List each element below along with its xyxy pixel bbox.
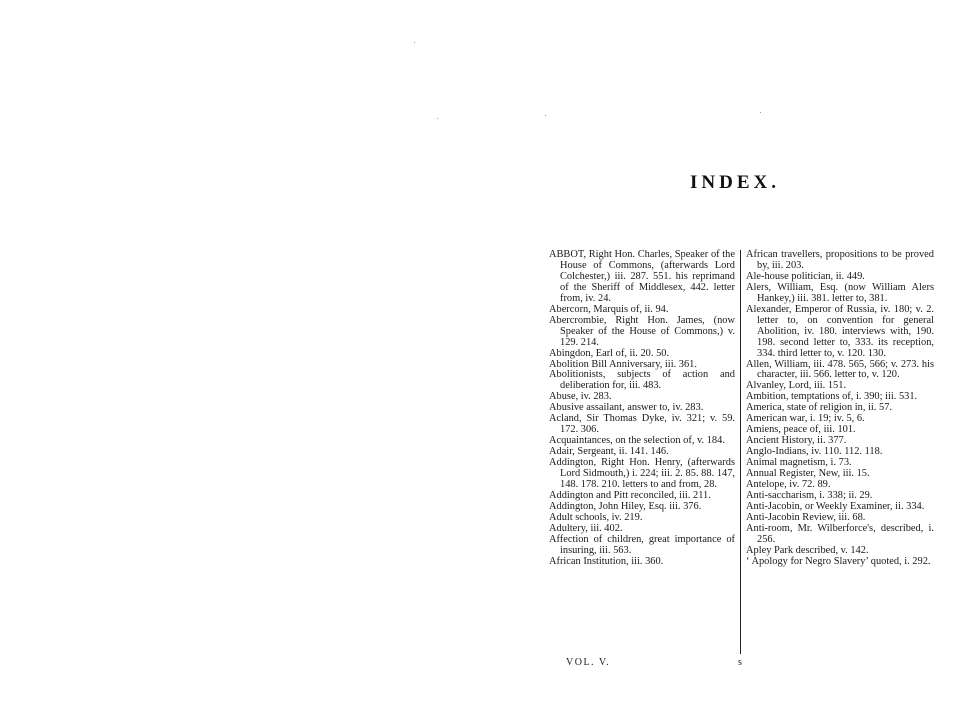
index-entry: Anti-Jacobin, or Weekly Examiner, ii. 334. xyxy=(746,500,925,512)
index-entry: Amiens, peace of, iii. 101. xyxy=(746,424,856,436)
index-entry: African travellers, propositions to be proved by, iii. 203. xyxy=(746,249,934,271)
footer-volume: VOL. V. xyxy=(566,657,611,668)
index-entry: Anti-saccharism, i. 338; ii. 29. xyxy=(746,489,873,501)
index-entry: Ambition, temptations of, i. 390; iii. 531. xyxy=(746,391,918,403)
index-entry: Adair, Sergeant, ii. 141. 146. xyxy=(549,446,669,458)
index-entry: Anti-room, Mr. Wilberforce's, described, i. 256. xyxy=(746,522,934,545)
index-entry: Anglo-Indians, iv. 110. 112. 118. xyxy=(746,446,883,458)
index-entry: American war, i. 19; iv. 5, 6. xyxy=(746,413,865,425)
index-entry: Addington, Right Hon. Henry, (afterwards Lord Sidmouth,) i. 224; iii. 2. 85. 88. 147, 148. 178. 210. letters to and from, 28. xyxy=(549,457,735,491)
index-entry: Anti-Jacobin Review, iii. 68. xyxy=(746,511,866,523)
index-entry: ‘ Apology for Negro Slavery’ quoted, i. 292. xyxy=(746,555,931,567)
paper-speck xyxy=(437,118,438,119)
index-entry: Alers, William, Esq. (now William Alers Hankey,) iii. 381. letter to, 381. xyxy=(746,281,934,304)
index-entry: America, state of religion in, ii. 57. xyxy=(746,402,893,414)
index-entry: African Institution, iii. 360. xyxy=(549,555,664,567)
index-entry: Alvanley, Lord, iii. 151. xyxy=(746,380,847,392)
column-divider xyxy=(740,250,741,654)
index-entry: Addington, John Hiley, Esq. iii. 376. xyxy=(549,500,702,512)
paper-speck xyxy=(760,112,761,113)
index-entry: Abercorn, Marquis of, ii. 94. xyxy=(549,303,669,315)
index-entry: Acquaintances, on the selection of, v. 184. xyxy=(549,435,725,447)
index-entry: Abuse, iv. 283. xyxy=(549,391,612,403)
index-entry: Ale-house politician, ii. 449. xyxy=(746,270,865,282)
index-entry: Abingdon, Earl of, ii. 20. 50. xyxy=(549,347,670,359)
index-entry: Abolition Bill Anniversary, iii. 361. xyxy=(549,358,697,370)
index-entry: Addington and Pitt reconciled, iii. 211. xyxy=(549,489,711,501)
index-column-left xyxy=(549,250,735,568)
index-entry: Apley Park described, v. 142. xyxy=(746,544,869,556)
index-entry: Abercrombie, Right Hon. James, (now Speaker of the House of Commons,) v. 129. 214. xyxy=(549,314,735,348)
index-entry: Affection of children, great importance of insuring, iii. 563. xyxy=(549,533,735,556)
index-entry: Animal magnetism, i. 73. xyxy=(746,457,852,469)
footer-signature-mark: s xyxy=(738,657,742,668)
page-title: INDEX. xyxy=(690,172,780,193)
paper-speck xyxy=(414,42,415,43)
index-entry: Antelope, iv. 72. 89. xyxy=(746,479,831,491)
paper-speck xyxy=(545,115,546,116)
index-entry: Adultery, iii. 402. xyxy=(549,522,623,534)
index-entry: Alexander, Emperor of Russia, iv. 180; v. 2. letter to, on convention for general Abolition, iv. 180. interviews with, 190. 198. second letter to, 333. its reception, 334. third letter to, v. 120. 130. xyxy=(746,303,934,359)
index-entry: Allen, William, iii. 478. 565, 566; v. 273. his character, iii. 566. letter to, v. 120. xyxy=(746,358,934,381)
index-entry: Ancient History, ii. 377. xyxy=(746,435,847,447)
index-entry: ABBOT, Right Hon. Charles, Speaker of the House of Commons, (afterwards Lord Colchester,) iii. 287. 551. his reprimand of the Sheriff of Middlesex, 442. letter from, iv. 24. xyxy=(549,249,735,304)
index-entry: Abusive assailant, answer to, iv. 283. xyxy=(549,402,704,414)
index-entry: Annual Register, New, iii. 15. xyxy=(746,468,870,480)
index-entry: Adult schools, iv. 219. xyxy=(549,511,643,523)
index-entry: Abolitionists, subjects of action and deliberation for, iii. 483. xyxy=(549,369,735,392)
index-entry: Acland, Sir Thomas Dyke, iv. 321; v. 59. 172. 306. xyxy=(549,413,735,436)
index-column-right xyxy=(746,250,934,568)
